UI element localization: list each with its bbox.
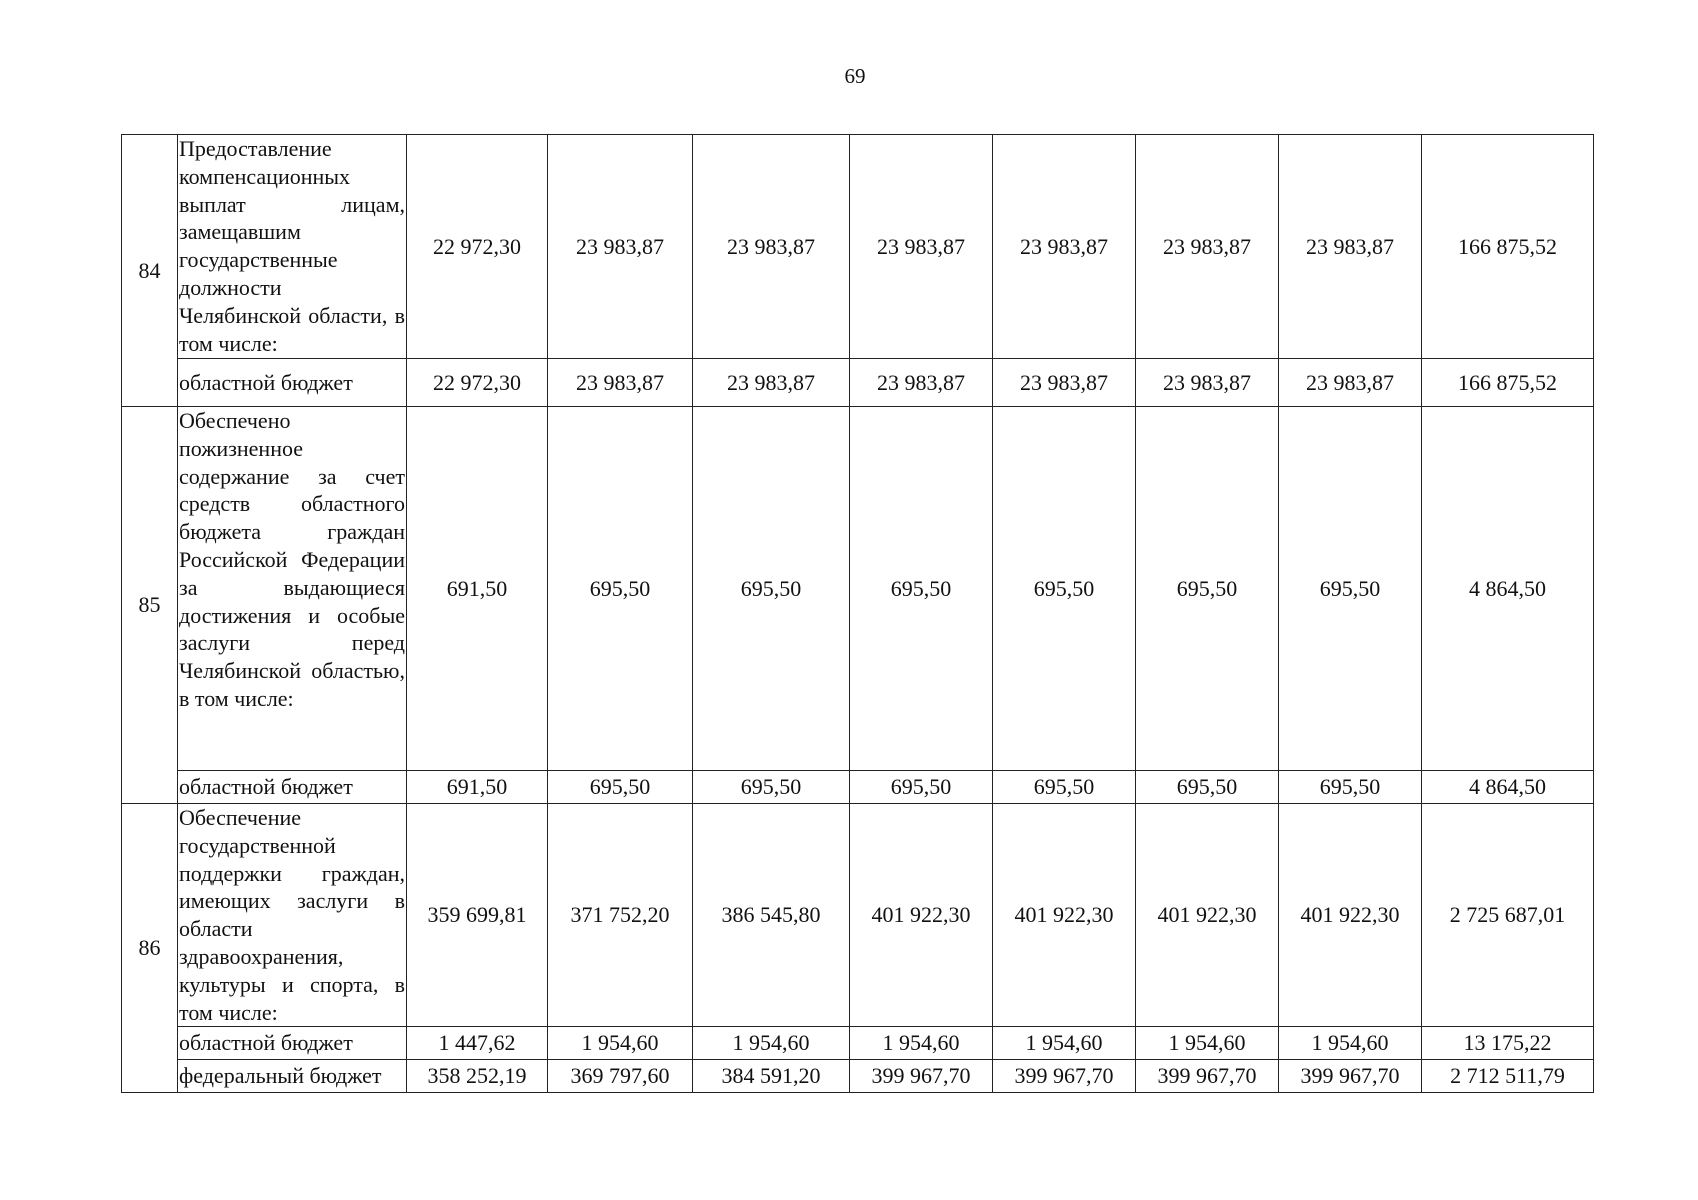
value-cell: 695,50	[693, 771, 850, 804]
value-cell: 1 954,60	[693, 1027, 850, 1060]
budget-table	[121, 134, 1594, 1093]
description-cell: Предоставление компенсационных выплат лицам, замещавшим государственные должности Челябинской области, в том числе:	[178, 135, 407, 359]
table-row-85-regional	[122, 771, 1594, 804]
table-row-84-regional	[122, 359, 1594, 407]
value-cell: 695,50	[993, 771, 1136, 804]
value-cell: 401 922,30	[850, 804, 993, 1027]
row-number-cell: 86	[122, 804, 178, 1093]
value-cell: 384 591,20	[693, 1060, 850, 1093]
value-cell: 401 922,30	[1136, 804, 1279, 1027]
value-cell: 22 972,30	[407, 359, 548, 407]
row-number-cell: 85	[122, 407, 178, 804]
value-cell: 23 983,87	[548, 135, 693, 359]
value-cell: 1 954,60	[993, 1027, 1136, 1060]
description-cell: Обеспечено пожизненное содержание за счет средств областного бюджета граждан Российской Федерации за выдающиеся достижения и особые заслуги перед Челябинской областью, в том числе:	[178, 407, 407, 771]
total-cell: 4 864,50	[1422, 771, 1594, 804]
source-label-cell: областной бюджет	[178, 359, 407, 407]
value-cell: 695,50	[1279, 771, 1422, 804]
value-cell: 695,50	[1136, 407, 1279, 771]
table-row-86	[122, 804, 1594, 1027]
value-cell: 386 545,80	[693, 804, 850, 1027]
value-cell: 359 699,81	[407, 804, 548, 1027]
value-cell: 695,50	[850, 407, 993, 771]
value-cell: 23 983,87	[850, 359, 993, 407]
source-label-cell: федеральный бюджет	[178, 1060, 407, 1093]
value-cell: 23 983,87	[1279, 359, 1422, 407]
table-row-86-federal	[122, 1060, 1594, 1093]
value-cell: 401 922,30	[993, 804, 1136, 1027]
value-cell: 22 972,30	[407, 135, 548, 359]
value-cell: 691,50	[407, 407, 548, 771]
total-cell: 2 712 511,79	[1422, 1060, 1594, 1093]
source-label-cell: областной бюджет	[178, 1027, 407, 1060]
total-cell: 13 175,22	[1422, 1027, 1594, 1060]
value-cell: 23 983,87	[993, 359, 1136, 407]
value-cell: 695,50	[850, 771, 993, 804]
value-cell: 695,50	[693, 407, 850, 771]
value-cell: 23 983,87	[1136, 135, 1279, 359]
value-cell: 695,50	[548, 771, 693, 804]
total-cell: 166 875,52	[1422, 135, 1594, 359]
total-cell: 2 725 687,01	[1422, 804, 1594, 1027]
value-cell: 23 983,87	[1136, 359, 1279, 407]
description-cell: Обеспечение государственной поддержки граждан, имеющих заслуги в области здравоохранения, культуры и спорта, в том числе:	[178, 804, 407, 1027]
value-cell: 695,50	[1279, 407, 1422, 771]
value-cell: 695,50	[548, 407, 693, 771]
value-cell: 369 797,60	[548, 1060, 693, 1093]
total-cell: 4 864,50	[1422, 407, 1594, 771]
value-cell: 23 983,87	[993, 135, 1136, 359]
value-cell: 695,50	[993, 407, 1136, 771]
value-cell: 23 983,87	[548, 359, 693, 407]
value-cell: 371 752,20	[548, 804, 693, 1027]
value-cell: 1 447,62	[407, 1027, 548, 1060]
value-cell: 399 967,70	[993, 1060, 1136, 1093]
value-cell: 23 983,87	[850, 135, 993, 359]
value-cell: 23 983,87	[693, 135, 850, 359]
value-cell: 399 967,70	[1136, 1060, 1279, 1093]
value-cell: 399 967,70	[1279, 1060, 1422, 1093]
table-row-85	[122, 407, 1594, 771]
value-cell: 23 983,87	[693, 359, 850, 407]
value-cell: 691,50	[407, 771, 548, 804]
total-cell: 166 875,52	[1422, 359, 1594, 407]
table-row-84	[122, 135, 1594, 359]
value-cell: 401 922,30	[1279, 804, 1422, 1027]
value-cell: 1 954,60	[1136, 1027, 1279, 1060]
value-cell: 695,50	[1136, 771, 1279, 804]
source-label-cell: областной бюджет	[178, 771, 407, 804]
value-cell: 399 967,70	[850, 1060, 993, 1093]
value-cell: 1 954,60	[1279, 1027, 1422, 1060]
value-cell: 23 983,87	[1279, 135, 1422, 359]
table-row-86-regional	[122, 1027, 1594, 1060]
value-cell: 358 252,19	[407, 1060, 548, 1093]
row-number-cell: 84	[122, 135, 178, 407]
page-number: 69	[844, 64, 866, 88]
value-cell: 1 954,60	[850, 1027, 993, 1060]
value-cell: 1 954,60	[548, 1027, 693, 1060]
